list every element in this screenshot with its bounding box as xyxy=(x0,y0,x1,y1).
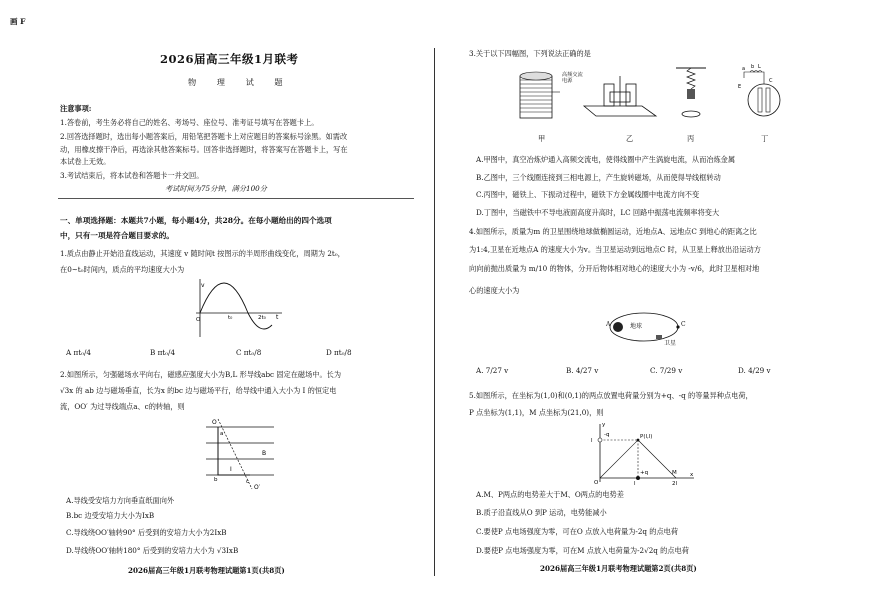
svg-text:2l: 2l xyxy=(672,481,678,486)
page-footer-left: 2026届高三年级1月联考物理试题第1页(共8页) xyxy=(128,566,285,575)
time-score: 考试时间为75分钟，满分100分 xyxy=(165,184,267,193)
svg-text:c: c xyxy=(246,479,250,485)
velocity-time-graph xyxy=(190,277,286,339)
q2-option-a: A.导线受安培力方向垂直纸面向外 xyxy=(66,496,175,505)
svg-text:t: t xyxy=(276,314,279,321)
orbit-label-c: C xyxy=(681,321,686,328)
svg-text:O: O xyxy=(196,317,201,323)
svg-text:B: B xyxy=(262,450,267,457)
svg-text:l: l xyxy=(591,438,593,444)
q3-option-d: D.丁图中，当磁铁中不导电液面高度升高时，LC 回路中振荡电流频率将变大 xyxy=(476,208,720,217)
svg-text:C: C xyxy=(769,78,773,84)
question-2: 2.如图所示，匀强磁场水平向右，磁感应强度大小为B,L 形导线abc 固定在磁场中。长为 xyxy=(60,370,342,379)
q4-option-d: D. 4/29 v xyxy=(738,366,771,375)
orbit-label-earth: 地球 xyxy=(630,323,643,330)
exam-title: 2026届高三年级1月联考 xyxy=(160,52,299,66)
notice-line: 动，用橡皮擦干净后，再选涂其他答案标号。回答非选择题时，将答案写在答题卡上，写在 xyxy=(60,145,348,154)
question-1: 在0~t₀时间内，质点的平均速度大小为 xyxy=(60,265,185,274)
q5-option-d: D.要使P 点电场强度为零，可在M 点放入电荷量为-2√2q 的点电荷 xyxy=(476,546,689,555)
section-heading: 中，只有一项是符合题目要求的。 xyxy=(60,231,174,240)
svg-text:E: E xyxy=(738,84,742,90)
figure-label-yi: 乙 xyxy=(626,134,634,143)
charge-coordinate-diagram xyxy=(590,420,700,486)
svg-text:-q: -q xyxy=(604,432,610,438)
page-footer-right: 2026届高三年级1月联考物理试题第2页(共8页) xyxy=(540,564,697,573)
svg-text:x: x xyxy=(690,472,694,478)
svg-text:+q: +q xyxy=(640,470,649,476)
q5-option-a: A.M、P两点的电势差大于M、O两点的电势差 xyxy=(476,490,624,499)
q5-option-b: B.质子沿直线从O 到P 运动，电势能减小 xyxy=(476,508,607,517)
q4-option-b: B. 4/27 v xyxy=(566,366,599,375)
svg-text:t₀: t₀ xyxy=(228,315,233,321)
question-2: 流，OO′ 为过导线端点a、c的转轴，则 xyxy=(60,402,185,411)
q3-option-c: C.丙图中，磁铁上、下振动过程中，磁铁下方金属线圈中电流方向不变 xyxy=(476,190,700,199)
q5-option-c: C.要使P 点电场强度为零，可在O 点放入电荷量为-2q 的点电荷 xyxy=(476,527,679,536)
q1-option-c: C πt₀/8 xyxy=(236,348,262,357)
q2-option-c: C.导线绕OO′轴转90° 后受到的安培力大小为2IxB xyxy=(66,528,227,537)
question-4: 心的速度大小为 xyxy=(469,286,520,295)
svg-text:l: l xyxy=(634,481,636,486)
svg-text:I: I xyxy=(230,466,232,473)
corner-label: 画 F xyxy=(10,17,26,26)
section-heading: 一、单项选择题：本题共7小题，每小题4分，共28分。在每小题给出的四个选项 xyxy=(60,216,332,225)
q4-option-c: C. 7/29 v xyxy=(650,366,683,375)
svg-text:M: M xyxy=(672,470,677,476)
question-4: 为1:4,卫星在近地点A 的速度大小为v。当卫星运动到远地点C 时，从卫星上释放出沿运动方 xyxy=(469,245,761,254)
notice-line: 3.考试结束后，将本试卷和答题卡一并交回。 xyxy=(60,171,204,180)
question-1: 1.质点由静止开始沿直线运动，其速度 v 随时间t 按图示的半周形曲线变化，周期为 2t₀， xyxy=(60,249,345,258)
svg-text:P(l,l): P(l,l) xyxy=(640,434,653,440)
orbit-label-satellite: 卫星 xyxy=(664,340,677,347)
svg-text:O: O xyxy=(594,480,599,486)
notice-line: 1.答卷前，考生务必将自己的姓名、考场号、座位号、准考证号填写在答题卡上。 xyxy=(60,118,319,127)
four-figures xyxy=(506,62,796,124)
magnetic-field-diagram xyxy=(200,415,280,493)
question-5: P 点坐标为(1,1)，M 点坐标为(21,0)，则 xyxy=(469,408,604,417)
svg-text:y: y xyxy=(602,422,606,428)
svg-text:O: O xyxy=(212,419,217,426)
svg-text:a: a xyxy=(220,431,224,437)
svg-text:v: v xyxy=(201,282,205,289)
page-divider xyxy=(434,48,435,576)
question-4: 向向前抛出质量为 m/10 的物体，分开后物体相对地心的速度大小为 -v/6，此时卫星相对地 xyxy=(469,264,760,273)
q3-option-b: B.乙图中，三个线圈连接到三相电源上，产生旋转磁场，从而使得导线框转动 xyxy=(476,173,721,182)
figure-label-bing: 丙 xyxy=(687,134,695,143)
notice-line: 本试卷上无效。 xyxy=(60,157,111,166)
question-4: 4.如图所示，质量为m 的卫星围绕地球做椭圆运动，近地点A、远地点C 到地心的距离之比 xyxy=(469,227,757,236)
q1-option-d: D πt₀/8 xyxy=(326,348,352,357)
question-3: 3.关于以下四幅图，下列说法正确的是 xyxy=(469,49,591,58)
satellite-orbit-diagram xyxy=(600,305,690,351)
exam-subject: 物 理 试 题 xyxy=(188,77,292,87)
q3-option-a: A.甲图中，真空冶炼炉通入高频交流电，使得线圈中产生涡旋电流，从而冶炼金属 xyxy=(476,155,736,164)
figure-label-jia: 甲 xyxy=(538,134,546,143)
q2-option-b: B.bc 边受安培力大小为IxB xyxy=(66,511,155,520)
svg-text:L: L xyxy=(758,64,761,70)
question-5: 5.如图所示，在坐标为(1,0)和(0,1)的两点放置电荷量分别为+q、-q 的等量异种点电荷， xyxy=(469,391,753,400)
notice-heading: 注意事项: xyxy=(60,104,92,113)
svg-text:b: b xyxy=(214,477,218,483)
figure-jia-text: 高频交流电源 xyxy=(562,72,583,85)
svg-text:a: a xyxy=(742,66,746,72)
q1-option-b: B πt₀/4 xyxy=(150,348,176,357)
question-2: √3x 的 ab 边与磁场垂直，长为x 的bc 边与磁场平行，给导线中通入大小为 I 的恒定电 xyxy=(60,386,337,395)
q4-option-a: A. 7/27 v xyxy=(476,366,509,375)
notice-line: 2.回答选择题时，选出每小题答案后，用铅笔把答题卡上对应题目的答案标号涂黑。如需改 xyxy=(60,132,348,141)
figure-label-ding: 丁 xyxy=(761,134,769,143)
q2-option-d: D.导线绕OO′轴转180° 后受到的安培力大小为 √3IxB xyxy=(66,546,239,555)
notice-rule xyxy=(58,198,414,199)
svg-text:b: b xyxy=(751,64,755,70)
svg-text:2t₀: 2t₀ xyxy=(258,315,266,321)
q1-option-a: A πt₀/4 xyxy=(66,348,91,357)
orbit-label-a: A xyxy=(606,321,611,328)
svg-text:O′: O′ xyxy=(254,484,261,491)
